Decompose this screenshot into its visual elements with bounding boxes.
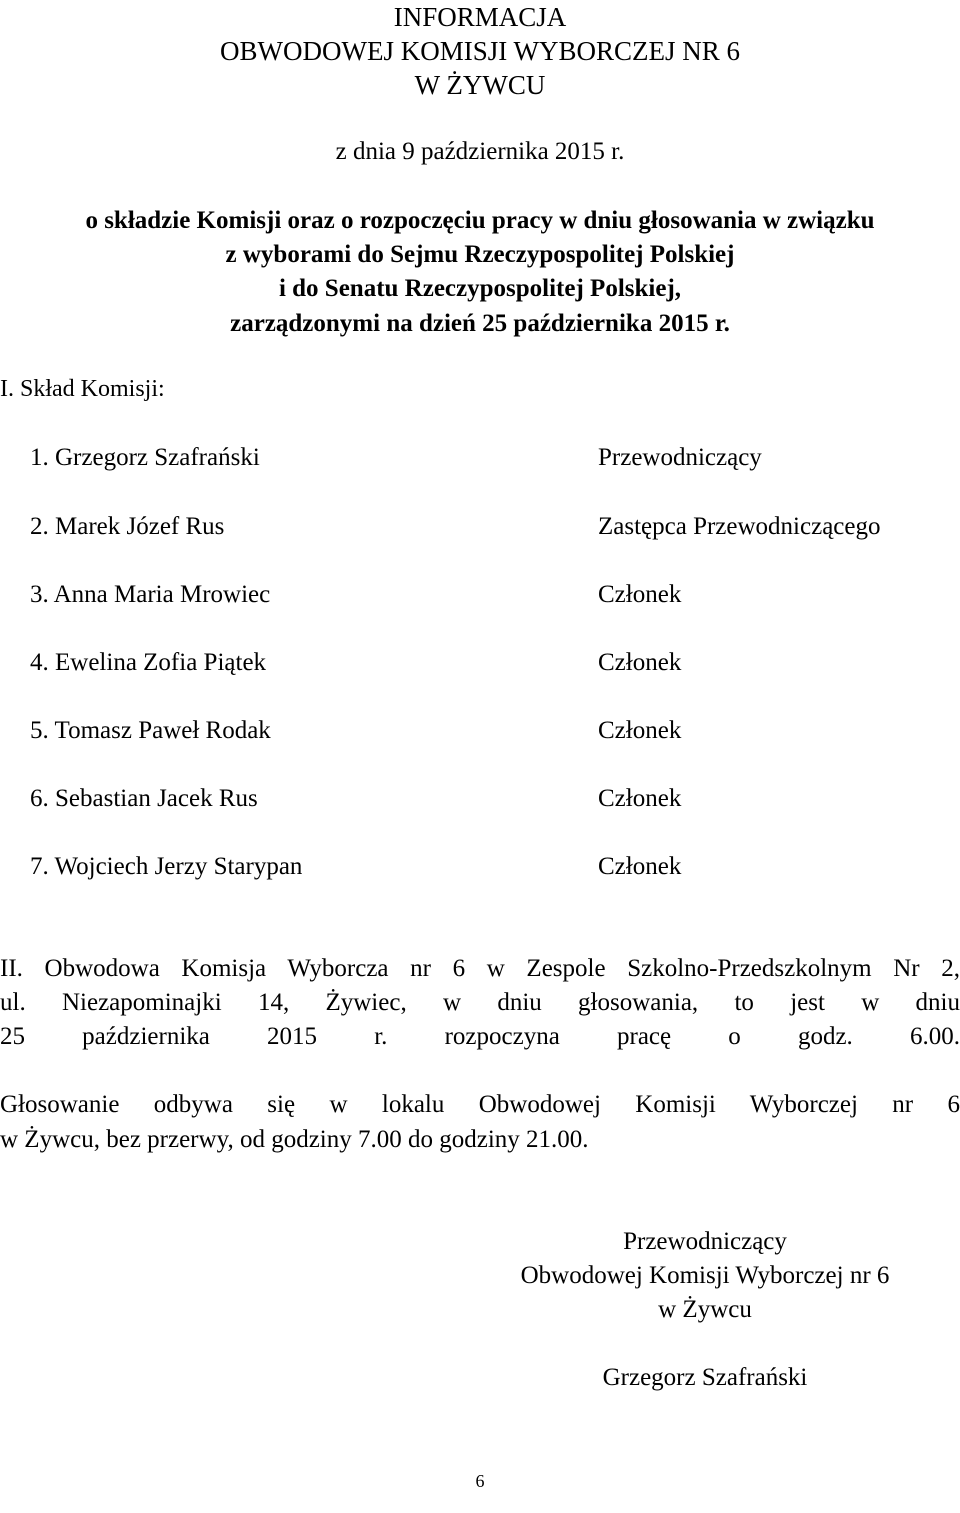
- member-name: 4. Ewelina Zofia Piątek: [30, 649, 267, 676]
- member-role: Członek: [598, 853, 682, 880]
- page-number: 6: [475, 1471, 485, 1491]
- section-composition-title: I. Skład Komisji:: [0, 376, 165, 402]
- signature-title: Przewodniczący: [623, 1228, 787, 1255]
- member-role: Członek: [598, 717, 682, 744]
- member-name: 7. Wojciech Jerzy Starypan: [30, 853, 303, 880]
- voting-info-line-1: Głosowanie odbywa się w lokalu Obwodowej Komisji Wyborczej nr 6: [0, 1091, 960, 1118]
- section-start-line-2: ul. Niezapominajki 14, Żywiec, w dniu głosowania, to jest w dniu: [0, 989, 960, 1016]
- voting-info-line-2: w Żywcu, bez przerwy, od godziny 7.00 do godziny 21.00.: [0, 1126, 589, 1153]
- signature-org-line-2: w Żywcu: [658, 1296, 752, 1323]
- member-name: 1. Grzegorz Szafrański: [30, 444, 260, 471]
- member-role: Członek: [598, 785, 682, 812]
- member-role: Zastępca Przewodniczącego: [598, 513, 881, 540]
- document-date: z dnia 9 października 2015 r.: [335, 138, 625, 165]
- member-name: 5. Tomasz Paweł Rodak: [30, 717, 271, 744]
- subject-line-1: o składzie Komisji oraz o rozpoczęciu pracy w dniu głosowania w związku: [85, 207, 875, 234]
- section-start-line-1: II. Obwodowa Komisja Wyborcza nr 6 w Zespole Szkolno-Przedszkolnym Nr 2,: [0, 955, 960, 982]
- subject-line-3: i do Senatu Rzeczypospolitej Polskiej,: [278, 275, 682, 302]
- member-role: Przewodniczący: [598, 444, 762, 471]
- member-role: Członek: [598, 581, 682, 608]
- member-name: 3. Anna Maria Mrowiec: [30, 581, 271, 608]
- commission-name: OBWODOWEJ KOMISJI WYBORCZEJ NR 6: [219, 36, 740, 66]
- subject-line-2: z wyborami do Sejmu Rzeczypospolitej Polskiej: [225, 241, 735, 268]
- subject-line-4: zarządzonymi na dzień 25 października 2015 r.: [230, 310, 730, 337]
- member-name: 2. Marek Józef Rus: [30, 513, 225, 540]
- commission-location: W ŻYWCU: [414, 70, 546, 100]
- member-name: 6. Sebastian Jacek Rus: [30, 785, 258, 812]
- section-start-line-3: 25 października 2015 r. rozpoczyna pracę o godz. 6.00.: [0, 1023, 960, 1050]
- signature-org-line-1: Obwodowej Komisji Wyborczej nr 6: [520, 1262, 890, 1289]
- document-title: INFORMACJA: [393, 2, 567, 32]
- member-role: Członek: [598, 649, 682, 676]
- signatory-name: Grzegorz Szafrański: [602, 1364, 808, 1391]
